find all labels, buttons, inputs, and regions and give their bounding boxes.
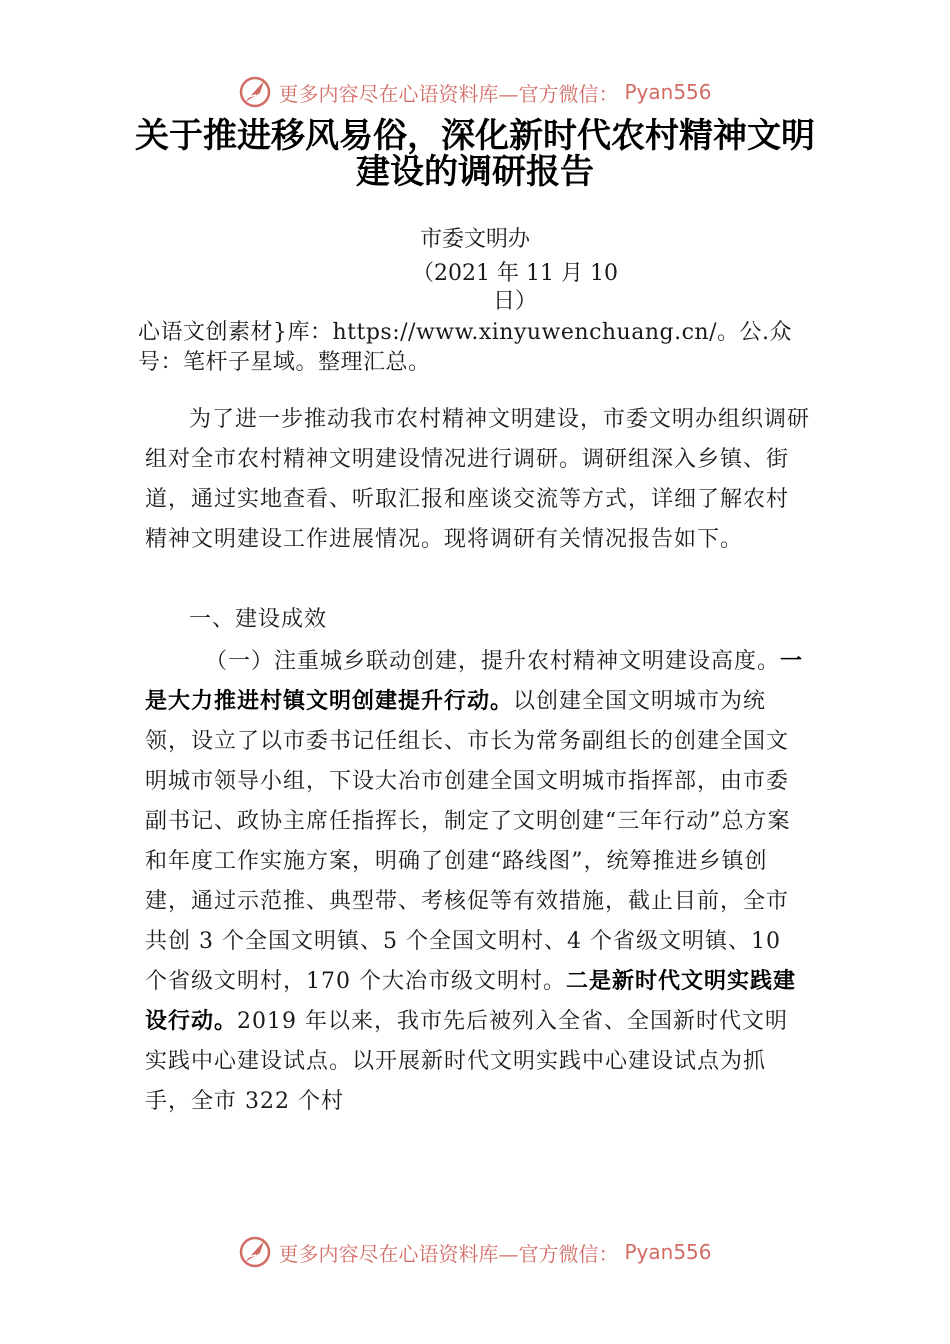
point-2-text: 2019 年以来，我市先后被列入全省、全国新时代文明实践中心建设试点。以开展新时代文明实践中心建设试点为抓手，全市 322 个村 — [145, 1009, 788, 1114]
watermark-text: 更多内容尽在心语资料库—官方微信： — [278, 81, 619, 106]
quill-circle-logo-icon — [238, 75, 272, 109]
watermark-wechat-id: Pyan556 — [624, 1240, 712, 1264]
watermark-text: 更多内容尽在心语资料库—官方微信： — [278, 1241, 619, 1266]
point-1-text: 以创建全国文明城市为统领，设立了以市委书记任组长、市长为常务副组长的创建全国文明城市领导小组，下设大冶市创建全国文明城市指挥部，由市委副书记、政协主席任指挥长，制定了文明创建“三年行动”总方案和年度工作实施方案，明确了创建“路线图”，统筹推进乡镇创建，通过示范推、典型带、考核促等有效措施，截止目前，全市共创 3 个全国文明镇、5 个全国文明村、4 个省级文明镇、10 个省级文明村，170 个大冶市级文明村。 — [145, 689, 791, 994]
section-body — [145, 642, 810, 1122]
document-title: 关于推进移风易俗，深化新时代农村精神文明建设的调研报告 — [135, 116, 815, 192]
watermark-wechat-id: Pyan556 — [624, 80, 712, 104]
section-heading: 一、建设成效 — [189, 607, 328, 632]
date: （2021 年 11 月 10 日） — [412, 261, 618, 314]
watermark-footer — [0, 1232, 950, 1272]
author: 市委文明办 — [419, 227, 530, 252]
intro-paragraph: 为了进一步推动我市农村精神文明建设，市委文明办组织调研组对全市农村精神文明建设情况进行调研。调研组深入乡镇、街道，通过实地查看、听取汇报和座谈交流等方式，详细了解农村精神文明建设工作进展情况。现将调研有关情况报告如下。 — [145, 407, 811, 552]
point-1-title: 一是大力推进村镇文明创建提升行动。 — [145, 649, 804, 714]
source-note: 心语文创素材}库：https://www.xinyuwenchuang.cn/。公.众号：笔杆子星域。整理汇总。 — [138, 320, 792, 375]
watermark-header — [0, 72, 950, 112]
subsection-heading: （一）注重城乡联动创建，提升农村精神文明建设高度。 — [205, 649, 781, 674]
quill-circle-logo-icon — [238, 1235, 272, 1269]
point-2-title: 二是新时代文明实践建设行动。 — [145, 969, 797, 1034]
